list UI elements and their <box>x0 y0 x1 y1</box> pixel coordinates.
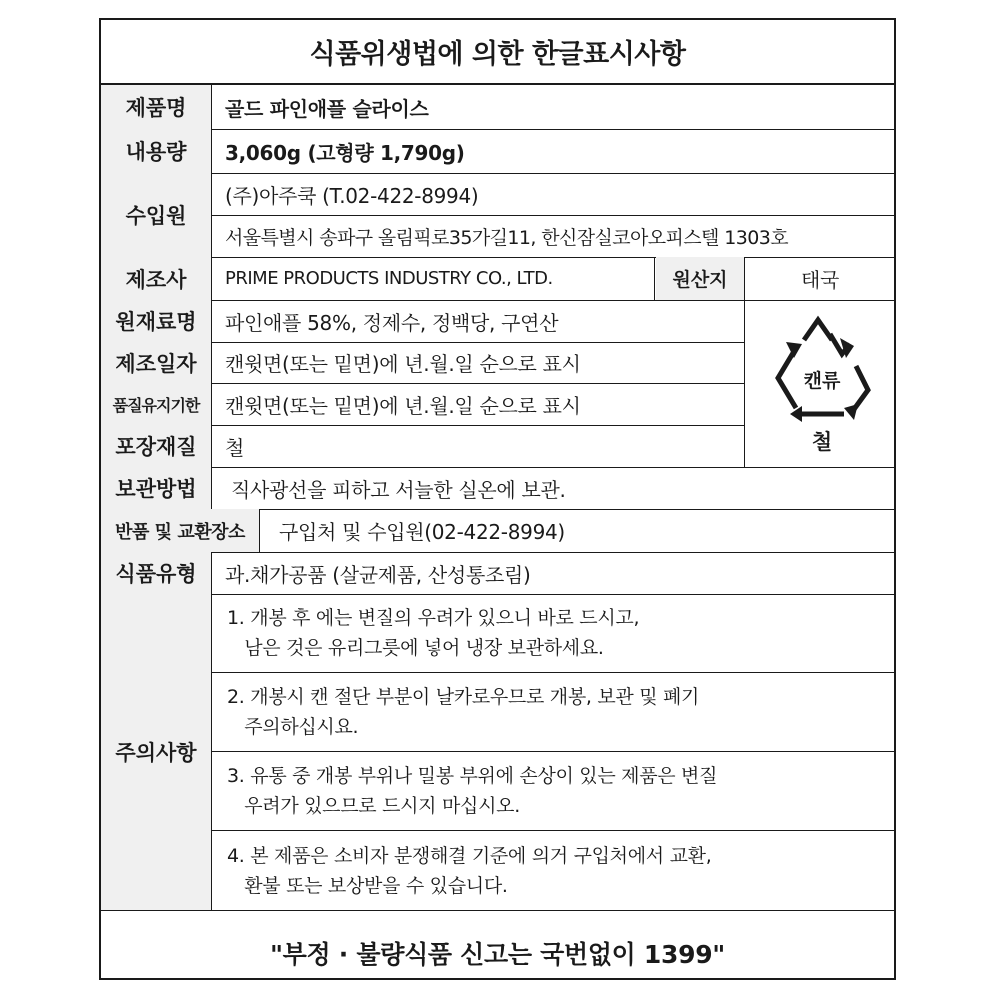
label-manufacturer: 제조사 <box>101 257 211 300</box>
caution-item-2: 2. 개봉시 캔 절단 부분이 날카로우므로 개봉, 보관 및 폐기 주의하십시요. <box>227 686 700 738</box>
label-origin: 원산지 <box>656 257 744 300</box>
column-divider <box>654 257 655 300</box>
row-divider <box>211 751 894 752</box>
value-importer: (주)아주쿡 (T.02-422-8994) <box>225 183 479 208</box>
column-divider <box>744 257 745 467</box>
value-returns: 구입처 및 수입원(02-422-8994) <box>279 520 565 544</box>
value-ingredients: 파인애플 58%, 정제수, 정백당, 구연산 <box>225 310 559 335</box>
row-divider <box>211 830 894 831</box>
label-storage: 보관방법 <box>101 467 211 509</box>
recycle-mark-bottom-text: 철 <box>811 430 833 454</box>
label-product-name: 제품명 <box>101 85 211 129</box>
report-hotline-footer: "부정 · 불량식품 신고는 국번없이 1399" <box>269 940 726 969</box>
label-ingredients: 원재료명 <box>101 300 211 342</box>
value-product-name: 골드 파인애플 슬라이스 <box>225 96 429 121</box>
label-importer: 수입원 <box>101 173 211 257</box>
column-divider <box>211 552 212 910</box>
value-origin: 태국 <box>800 268 840 292</box>
label-contents: 내용량 <box>101 129 211 173</box>
value-best-before: 캔윗면(또는 밑면)에 년.월.일 순으로 표시 <box>225 393 581 418</box>
value-importer-address: 서울특별시 송파구 올림픽로35가길11, 한신잠실코아오피스텔 1303호 <box>225 226 788 249</box>
recycle-mark <box>756 310 886 460</box>
recycle-mark-top-text: 캔류 <box>792 366 852 393</box>
caution-item-3: 3. 유통 중 개봉 부위나 밀봉 부위에 손상이 있는 제품은 변질 우려가 있으므로 드시지 마십시오. <box>227 765 718 817</box>
label-food-type: 식품유형 <box>101 552 211 594</box>
caution-item-1: 1. 개봉 후 에는 변질의 우려가 있으니 바로 드시고, 남은 것은 유리그릇에 넣어 냉장 보관하세요. <box>227 607 640 659</box>
row-divider <box>101 594 894 595</box>
label-table <box>99 18 896 980</box>
caution-item-4: 4. 본 제품은 소비자 분쟁해결 기준에 의거 구입처에서 교환, 환불 또는 보상받을 수 있습니다. <box>227 845 712 897</box>
value-manufacturer: PRIME PRODUCTS INDUSTRY CO., LTD. <box>225 268 553 289</box>
value-food-type <box>213 552 893 594</box>
row-divider <box>101 910 894 911</box>
value-manufacture-date: 캔윗면(또는 밑면)에 년.월.일 순으로 표시 <box>225 352 581 376</box>
value-storage: 직사광선을 피하고 서늘한 실온에 보관. <box>231 477 566 502</box>
label-packaging: 포장재질 <box>101 425 211 467</box>
column-divider <box>211 85 212 509</box>
label-returns: 반품 및 교환장소 <box>101 509 259 552</box>
value-contents: 3,060g (고형량 1,790g) <box>225 140 465 165</box>
table-title: 식품위생법에 의한 한글표시사항 <box>101 20 894 85</box>
label-manufacture-date: 제조일자 <box>101 342 211 383</box>
value-packaging: 철 <box>225 435 245 460</box>
column-divider <box>259 509 260 552</box>
row-divider <box>211 672 894 673</box>
label-cautions: 주의사항 <box>101 594 211 910</box>
label-best-before: 품질유지기한 <box>101 383 211 425</box>
food-type-text: 과.채가공품 (살균제품, 산성통조림) <box>225 562 531 587</box>
